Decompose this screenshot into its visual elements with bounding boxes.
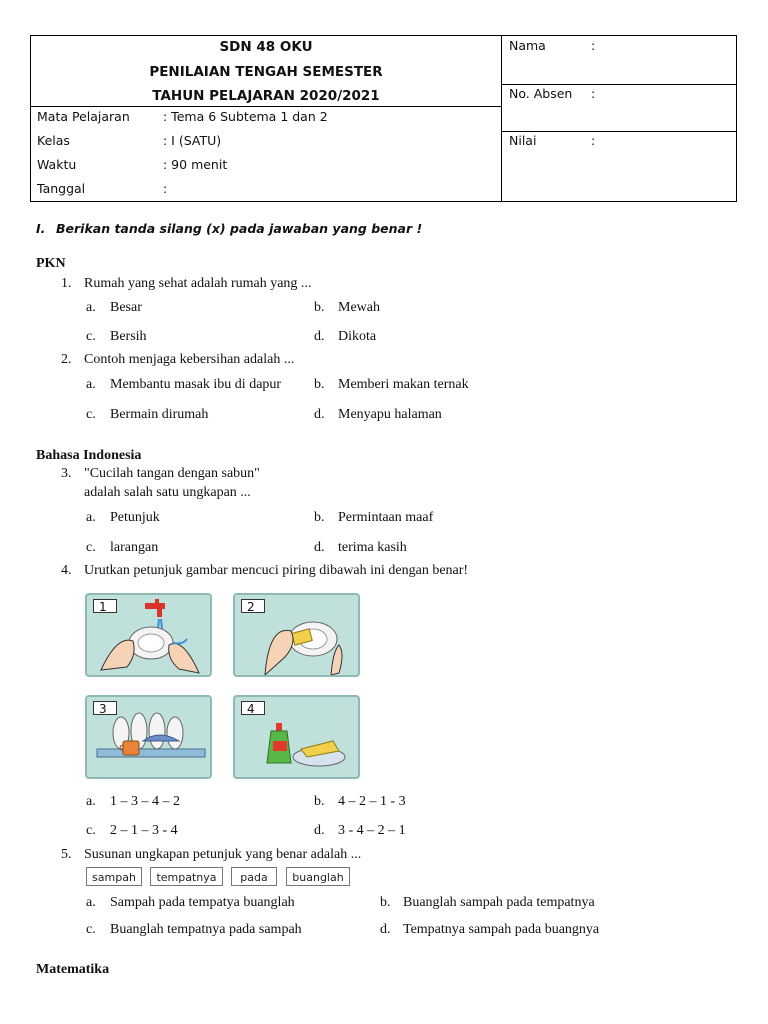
name-label: Nama — [509, 38, 546, 53]
option-letter: a. — [86, 377, 96, 392]
option-letter: d. — [314, 823, 325, 838]
picture-rinse-dish — [85, 593, 212, 677]
picture-number: 2 — [241, 599, 265, 613]
section-pkn: PKN — [36, 256, 66, 271]
name-colon: : — [591, 38, 596, 53]
option-letter: a. — [86, 895, 96, 910]
header-table — [30, 35, 737, 202]
picture-stacked-dishes — [85, 695, 212, 779]
option-text[interactable]: 4 – 2 – 1 - 3 — [338, 794, 406, 809]
question-text: Rumah yang sehat adalah rumah yang ... — [84, 276, 312, 291]
option-letter: b. — [380, 895, 391, 910]
option-text[interactable]: Menyapu halaman — [338, 407, 442, 422]
option-letter: c. — [86, 407, 96, 422]
question-text: Urutkan petunjuk gambar mencuci piring dibawah ini dengan benar! — [84, 563, 469, 578]
option-text[interactable]: Buanglah tempatnya pada sampah — [110, 922, 302, 937]
absen-label: No. Absen — [509, 86, 573, 101]
time-value: : 90 menit — [163, 157, 228, 172]
option-text[interactable]: Membantu masak ibu di dapur — [110, 377, 282, 392]
option-text[interactable]: Dikota — [338, 329, 377, 344]
option-text[interactable]: Bersih — [110, 329, 147, 344]
section-bahasa: Bahasa Indonesia — [36, 448, 142, 463]
option-letter: d. — [314, 540, 325, 555]
question-number: 2. — [61, 352, 72, 367]
picture-number: 1 — [93, 599, 117, 613]
option-letter: c. — [86, 823, 96, 838]
header-divider — [501, 131, 737, 132]
question-number: 5. — [61, 847, 72, 862]
word-card: tempatnya — [150, 867, 223, 886]
header-divider — [501, 36, 502, 201]
class-value: : I (SATU) — [163, 133, 222, 148]
date-label: Tanggal — [37, 181, 86, 196]
picture-scrub-dish — [233, 593, 360, 677]
option-letter: b. — [314, 377, 325, 392]
option-text[interactable]: 3 - 4 – 2 – 1 — [338, 823, 406, 838]
option-text[interactable]: Sampah pada tempatya buanglah — [110, 895, 295, 910]
picture-soap-sponge — [233, 695, 360, 779]
exam-title: PENILAIAN TENGAH SEMESTER — [149, 64, 383, 80]
question-number: 1. — [61, 276, 72, 291]
option-letter: c. — [86, 540, 96, 555]
option-letter: a. — [86, 510, 96, 525]
picture-number: 3 — [93, 701, 117, 715]
time-label: Waktu — [37, 157, 77, 172]
option-letter: c. — [86, 922, 96, 937]
option-text[interactable]: Memberi makan ternak — [338, 377, 469, 392]
option-text[interactable]: 1 – 3 – 4 – 2 — [110, 794, 180, 809]
absen-colon: : — [591, 86, 596, 101]
option-letter: d. — [380, 922, 391, 937]
question-text-line2: adalah salah satu ungkapan ... — [84, 485, 251, 500]
subject-value: : Tema 6 Subtema 1 dan 2 — [163, 109, 328, 124]
picture-number: 4 — [241, 701, 265, 715]
option-letter: b. — [314, 300, 325, 315]
word-card: buanglah — [286, 867, 350, 886]
option-text[interactable]: Besar — [110, 300, 142, 315]
word-card: sampah — [86, 867, 142, 886]
option-letter: b. — [314, 794, 325, 809]
score-colon: : — [591, 133, 596, 148]
option-text[interactable]: Mewah — [338, 300, 380, 315]
question-text: Contoh menjaga kebersihan adalah ... — [84, 352, 295, 367]
score-label: Nilai — [509, 133, 537, 148]
section-matematika: Matematika — [36, 962, 110, 977]
question-text: Susunan ungkapan petunjuk yang benar adalah ... — [84, 847, 362, 862]
question-text: "Cucilah tangan dengan sabun" — [84, 466, 260, 481]
option-text[interactable]: Tempatnya sampah pada buangnya — [403, 922, 600, 937]
header-divider — [31, 106, 501, 107]
option-letter: c. — [86, 329, 96, 344]
option-letter: a. — [86, 300, 96, 315]
option-text[interactable]: larangan — [110, 540, 159, 555]
option-letter: b. — [314, 510, 325, 525]
option-text[interactable]: Buanglah sampah pada tempatnya — [403, 895, 595, 910]
question-number: 3. — [61, 466, 72, 481]
school-year: TAHUN PELAJARAN 2020/2021 — [152, 88, 380, 104]
option-letter: a. — [86, 794, 96, 809]
word-card: pada — [231, 867, 277, 886]
option-text[interactable]: terima kasih — [338, 540, 407, 555]
question-number: 4. — [61, 563, 72, 578]
header-divider — [501, 84, 737, 85]
option-text[interactable]: Petunjuk — [110, 510, 160, 525]
subject-label: Mata Pelajaran — [37, 109, 130, 124]
option-letter: d. — [314, 407, 325, 422]
school-name: SDN 48 OKU — [219, 39, 313, 55]
instruction-text: Berikan tanda silang (x) pada jawaban yang benar ! — [56, 221, 423, 236]
option-text[interactable]: Bermain dirumah — [110, 407, 209, 422]
instruction-number: I. — [36, 221, 46, 236]
option-text[interactable]: 2 – 1 – 3 - 4 — [110, 823, 178, 838]
date-value: : — [163, 181, 168, 196]
option-text[interactable]: Permintaan maaf — [338, 510, 434, 525]
option-letter: d. — [314, 329, 325, 344]
class-label: Kelas — [37, 133, 70, 148]
